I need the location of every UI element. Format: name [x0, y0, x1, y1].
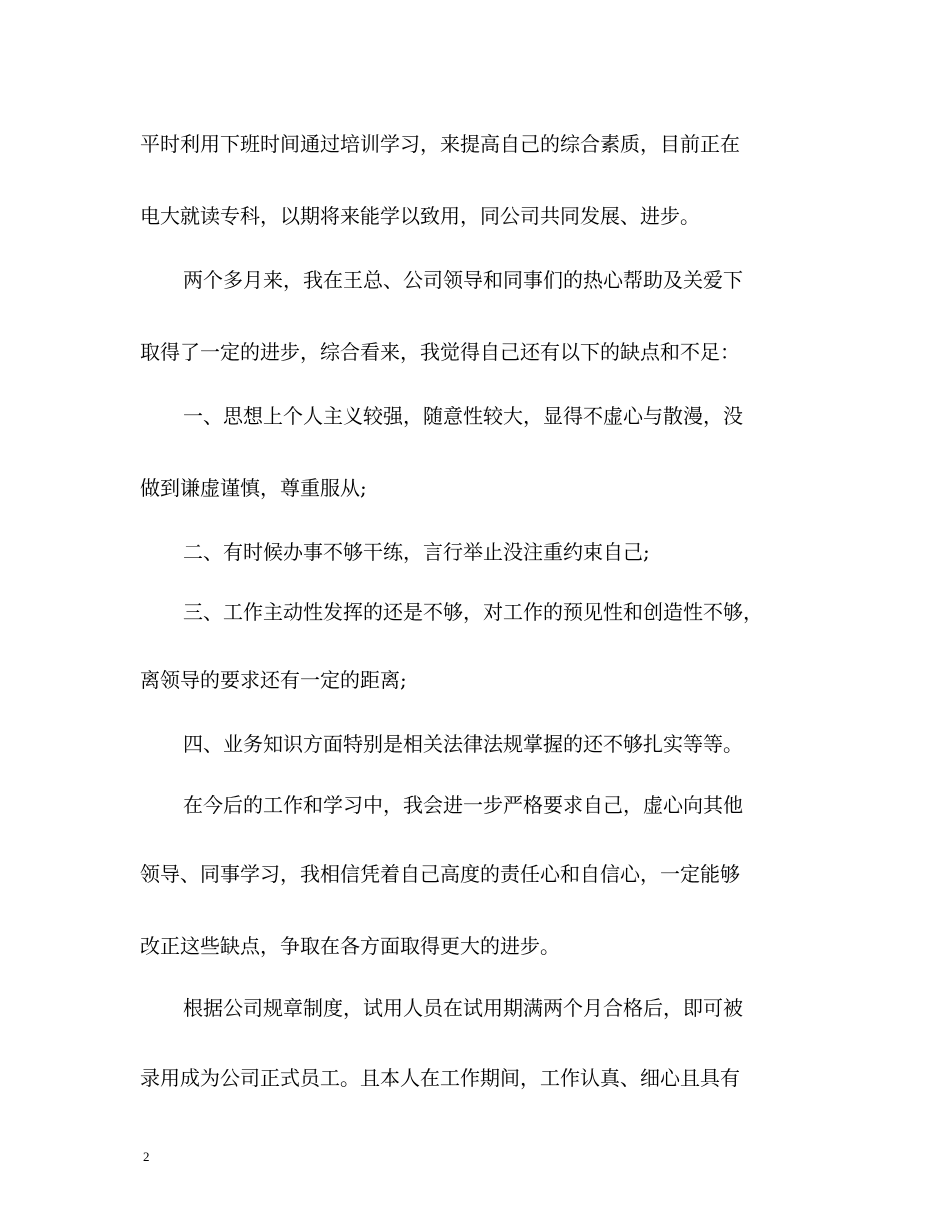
body-text-line: 改正这些缺点，争取在各方面取得更大的进步。	[140, 934, 560, 958]
paragraph-first-line: 两个多月来，我在王总、公司领导和同事们的热心帮助及关爱下	[183, 268, 743, 292]
body-text-line: 电大就读专科，以期将来能学以致用，同公司共同发展、进步。	[140, 204, 700, 228]
list-item-4-line: 四、业务知识方面特别是相关法律法规掌握的还不够扎实等等。	[183, 732, 743, 756]
paragraph-first-line: 根据公司规章制度，试用人员在试用期满两个月合格后，即可被	[183, 996, 743, 1020]
body-text-line: 领导、同事学习，我相信凭着自己高度的责任心和自信心，一定能够	[140, 862, 740, 886]
body-text-line: 录用成为公司正式员工。且本人在工作期间，工作认真、细心且具有	[140, 1066, 740, 1090]
list-item-1-line: 一、思想上个人主义较强，随意性较大，显得不虚心与散漫，没	[183, 404, 743, 428]
body-text-line: 做到谦虚谨慎，尊重服从;	[140, 476, 367, 500]
body-text-line: 取得了一定的进步，综合看来，我觉得自己还有以下的缺点和不足：	[140, 340, 740, 364]
paragraph-first-line: 在今后的工作和学习中，我会进一步严格要求自己，虚心向其他	[183, 793, 743, 817]
list-item-3-line: 三、工作主动性发挥的还是不够，对工作的预见性和创造性不够，	[183, 600, 763, 624]
list-item-2-line: 二、有时候办事不够干练，言行举止没注重约束自己;	[183, 540, 650, 564]
body-text-line: 平时利用下班时间通过培训学习，来提高自己的综合素质，目前正在	[140, 132, 740, 156]
page-number: 2	[143, 1149, 150, 1164]
body-text-line: 离领导的要求还有一定的距离;	[140, 668, 407, 692]
